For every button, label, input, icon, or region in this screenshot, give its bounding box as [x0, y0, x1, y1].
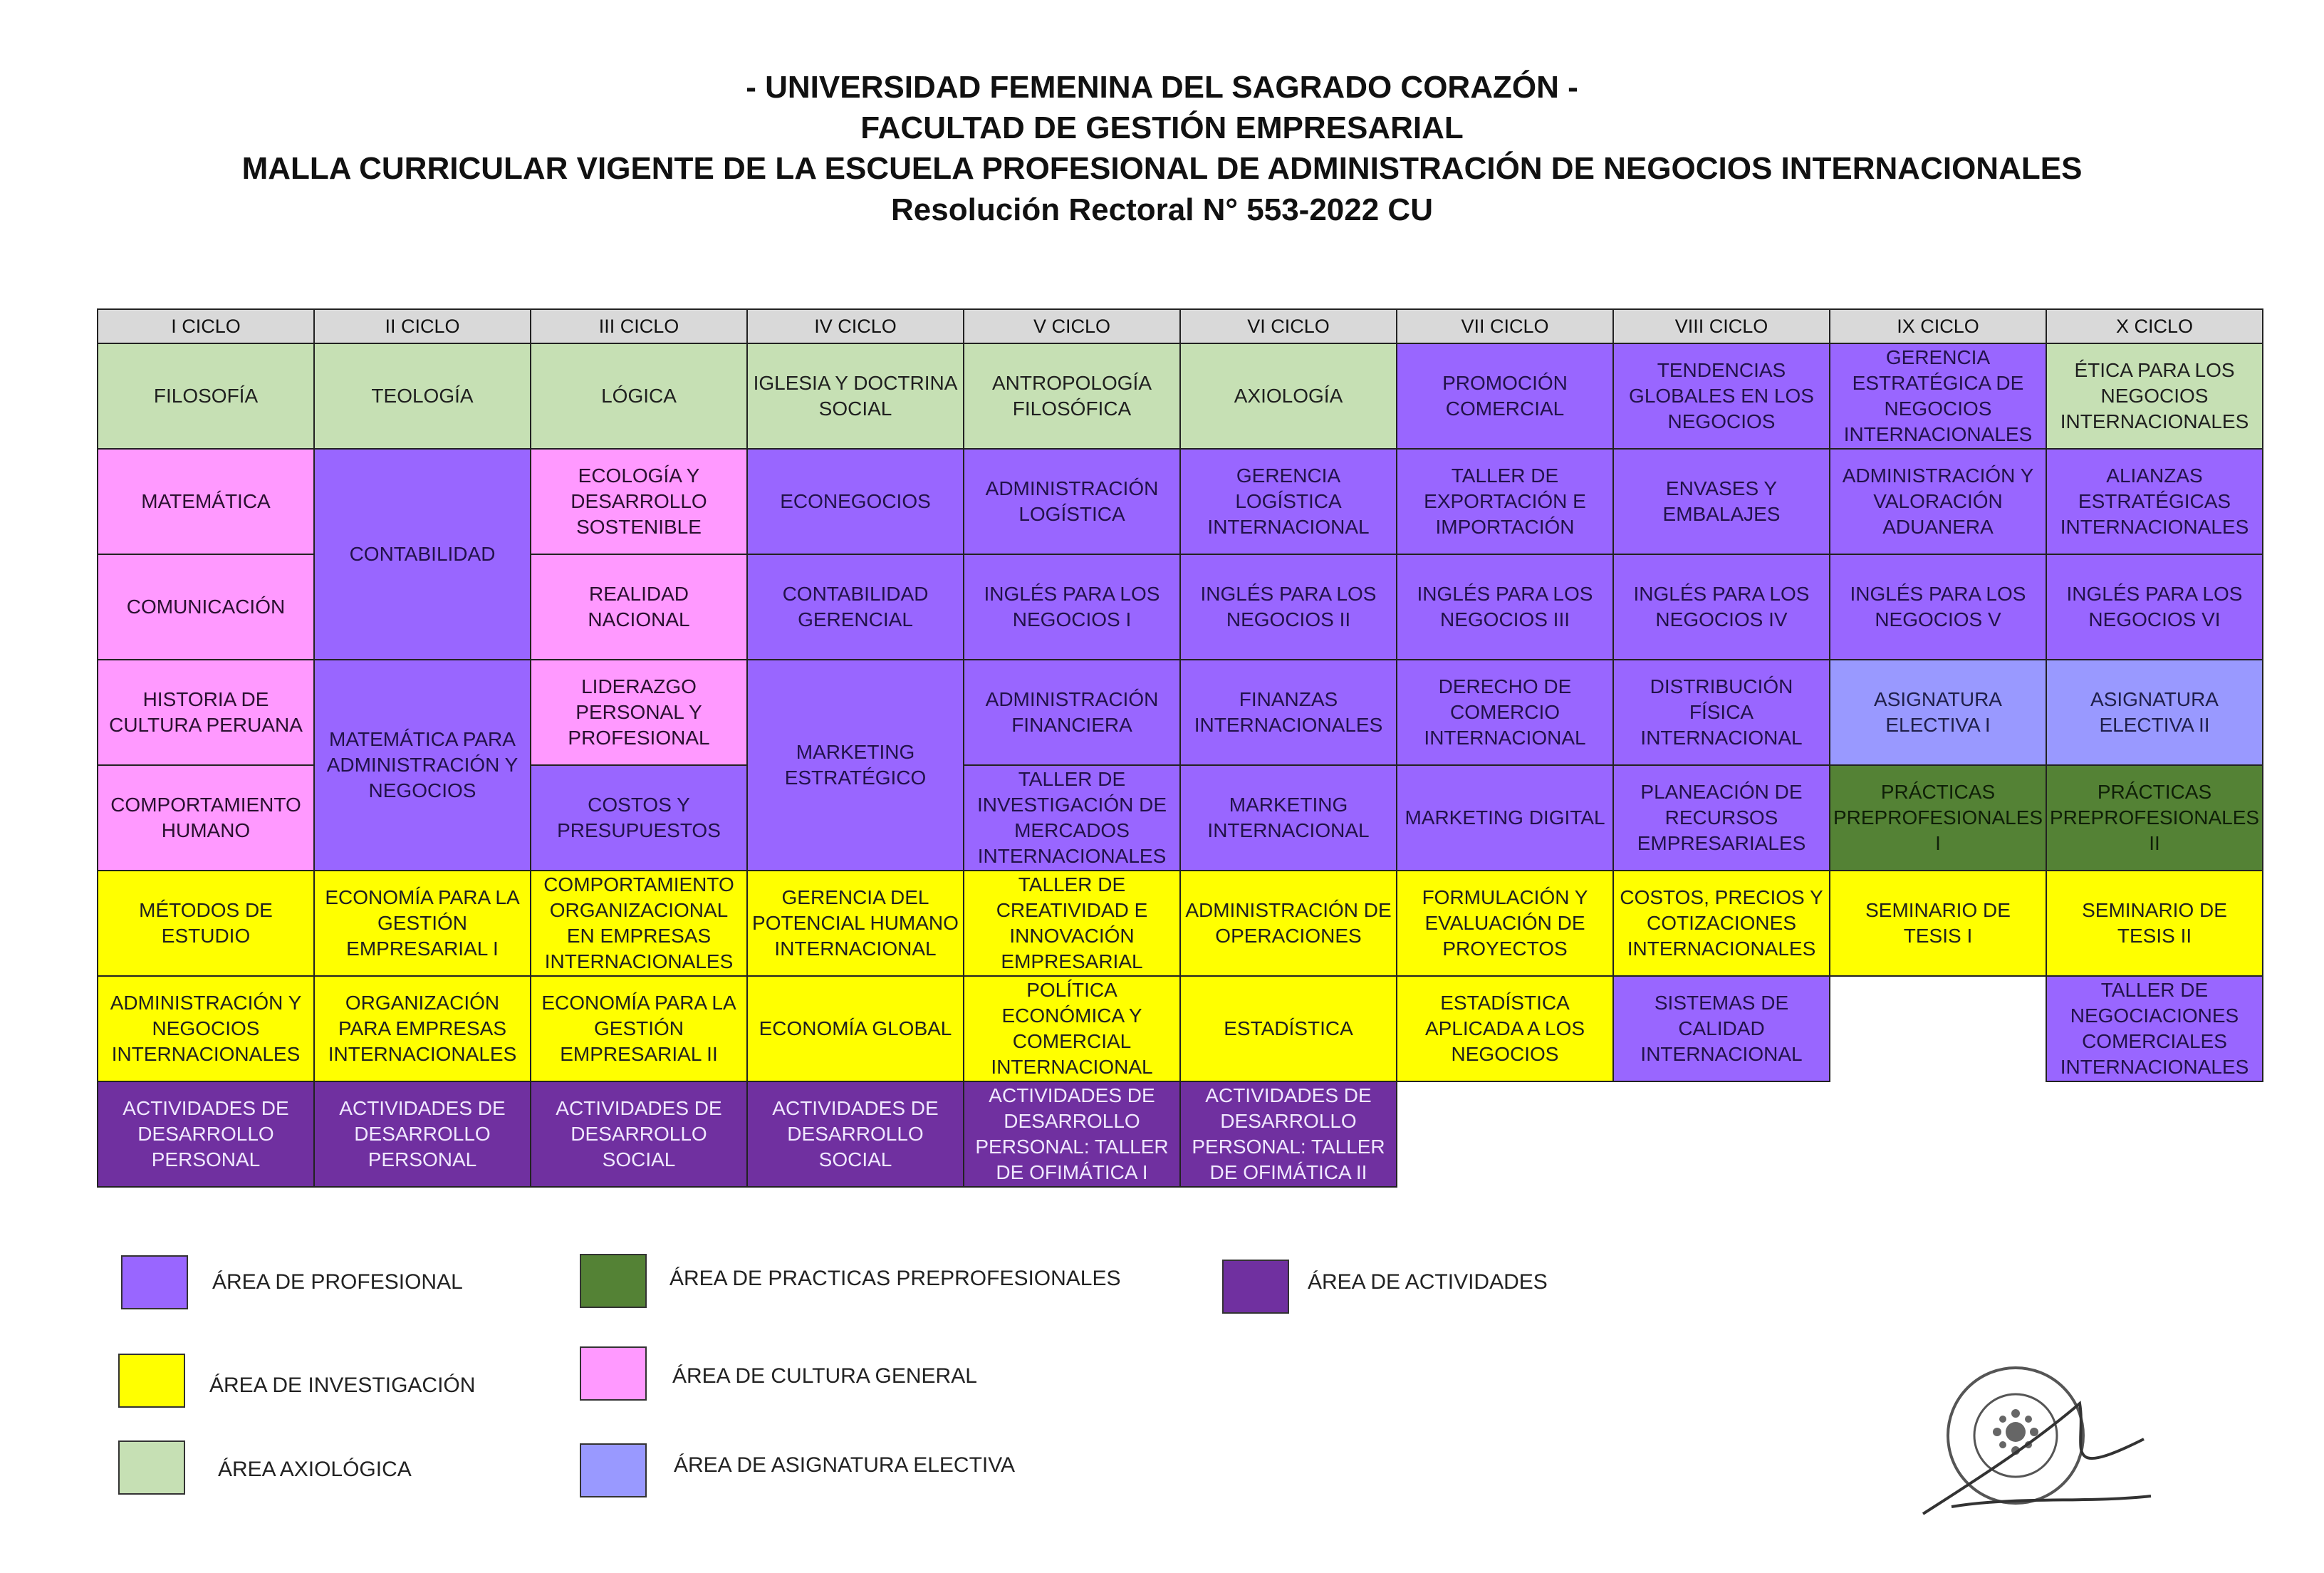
course-ingles-para-los-negocios-ii — [1179, 554, 1397, 660]
course-name: MÉTODOS DE ESTUDIO — [139, 899, 273, 947]
course-name: TALLER DE NEGOCIACIONES COMERCIALES INTERNACIONALES — [2060, 979, 2249, 1078]
course-name: PRÁCTICAS PREPROFESIONALES I — [1833, 781, 2043, 854]
course-administracion-y-valoracion-aduanera — [1829, 448, 2047, 555]
course-seminario-de-tesis-ii — [2046, 870, 2263, 977]
cycle-header-4 — [746, 308, 964, 344]
course-name: FILOSOFÍA — [153, 385, 259, 407]
course-name: ACTIVIDADES DE DESARROLLO SOCIAL — [556, 1097, 722, 1170]
course-name: ESTADÍSTICA APLICADA A LOS NEGOCIOS — [1424, 992, 1585, 1065]
course-name: COSTOS, PRECIOS Y COTIZACIONES INTERNACIONALES — [1620, 886, 1823, 960]
cycle-header-6 — [1179, 308, 1397, 344]
course-costos-y-presupuestos — [530, 764, 748, 871]
course-administracion-logistica — [963, 448, 1181, 555]
course-name: PROMOCIÓN COMERCIAL — [1442, 372, 1568, 420]
course-finanzas-internacionales — [1179, 659, 1397, 766]
course-name: LÓGICA — [601, 385, 677, 407]
course-name: GERENCIA DEL POTENCIAL HUMANO INTERNACIONAL — [752, 886, 959, 960]
legend-label-inv: ÁREA DE INVESTIGACIÓN — [209, 1374, 476, 1397]
course-name: INGLÉS PARA LOS NEGOCIOS I — [984, 583, 1160, 630]
course-name: ACTIVIDADES DE DESARROLLO PERSONAL — [123, 1097, 289, 1170]
course-seminario-de-tesis-i — [1829, 870, 2047, 977]
course-politica-economica-y-comercial-internacional — [963, 975, 1181, 1082]
cycle-header-label: IV CICLO — [814, 316, 897, 337]
course-name: ECONEGOCIOS — [780, 490, 931, 512]
course-tendencias-globales-en-los-negocios — [1612, 343, 1830, 450]
course-matematica — [97, 448, 315, 555]
course-historia-de-cultura-peruana — [97, 659, 315, 766]
course-name: INGLÉS PARA LOS NEGOCIOS VI — [2066, 583, 2243, 630]
course-costos-precios-y-cotizaciones-internacionales — [1612, 870, 1830, 977]
header-faculty: FACULTAD DE GESTIÓN EMPRESARIAL — [860, 110, 1464, 145]
cycle-header-label: IX CICLO — [1897, 316, 1979, 337]
course-actividades-de-desarrollo-social — [530, 1081, 748, 1188]
cycle-header-9 — [1829, 308, 2047, 344]
cycle-header-label: X CICLO — [2115, 316, 2194, 337]
course-name: AXIOLOGÍA — [1234, 385, 1343, 407]
course-name: ADMINISTRACIÓN Y NEGOCIOS INTERNACIONALES — [110, 992, 302, 1065]
course-name: ACTIVIDADES DE DESARROLLO SOCIAL — [772, 1097, 939, 1170]
course-filosofia — [97, 343, 315, 450]
course-name: ADMINISTRACIÓN FINANCIERA — [985, 688, 1159, 736]
legend-label-axio: ÁREA AXIOLÓGICA — [218, 1458, 412, 1481]
course-name: ECOLOGÍA Y DESARROLLO SOSTENIBLE — [570, 464, 707, 538]
course-contabilidad-gerencial — [746, 554, 964, 660]
course-name: ECONOMÍA GLOBAL — [759, 1017, 952, 1039]
course-actividades-de-desarrollo-personal-taller-de-ofimatica-i — [963, 1081, 1181, 1188]
course-alianzas-estrategicas-internacionales — [2046, 448, 2263, 555]
course-ingles-para-los-negocios-vi — [2046, 554, 2263, 660]
course-name: ADMINISTRACIÓN DE OPERACIONES — [1185, 899, 1392, 947]
course-axiologia — [1179, 343, 1397, 450]
course-comportamiento-humano — [97, 764, 315, 871]
course-ingles-para-los-negocios-i — [963, 554, 1181, 660]
course-asignatura-electiva-i — [1829, 659, 2047, 766]
header-resolution: Resolución Rectoral N° 553-2022 CU — [891, 192, 1433, 227]
course-name: ECONOMÍA PARA LA GESTIÓN EMPRESARIAL II — [541, 992, 736, 1065]
course-taller-de-investigacion-de-mercados-internacionales — [963, 764, 1181, 871]
course-name: DISTRIBUCIÓN FÍSICA INTERNACIONAL — [1640, 675, 1803, 749]
course-gerencia-del-potencial-humano-internacional — [746, 870, 964, 977]
course-administracion-y-negocios-internacionales — [97, 975, 315, 1082]
course-name: COMPORTAMIENTO ORGANIZACIONAL EN EMPRESAS INTERNACIONALES — [543, 873, 734, 972]
course-gerencia-estrategica-de-negocios-internacionales — [1829, 343, 2047, 450]
course-envases-y-embalajes — [1612, 448, 1830, 555]
legend-label-elec: ÁREA DE ASIGNATURA ELECTIVA — [674, 1453, 1016, 1477]
course-actividades-de-desarrollo-personal — [313, 1081, 531, 1188]
course-name: MARKETING ESTRATÉGICO — [784, 741, 927, 789]
course-name: COMUNICACIÓN — [126, 596, 286, 618]
course-contabilidad — [313, 448, 531, 660]
course-practicas-preprofesionales-i — [1829, 764, 2047, 871]
course-administracion-financiera — [963, 659, 1181, 766]
course-economia-para-la-gestion-empresarial-i — [313, 870, 531, 977]
course-taller-de-negociaciones-comerciales-internacionales — [2046, 975, 2263, 1082]
course-economia-global — [746, 975, 964, 1082]
course-asignatura-electiva-ii — [2046, 659, 2263, 766]
course-name: TENDENCIAS GLOBALES EN LOS NEGOCIOS — [1629, 359, 1814, 432]
course-name: PLANEACIÓN DE RECURSOS EMPRESARIALES — [1637, 781, 1806, 854]
legend-swatch-axio — [118, 1440, 185, 1495]
course-taller-de-exportacion-e-importacion — [1396, 448, 1614, 555]
course-name: ECONOMÍA PARA LA GESTIÓN EMPRESARIAL I — [325, 886, 520, 960]
course-ecologia-y-desarrollo-sostenible — [530, 448, 748, 555]
course-name: ACTIVIDADES DE DESARROLLO PERSONAL — [339, 1097, 506, 1170]
legend-swatch-prof — [121, 1255, 188, 1309]
course-sistemas-de-calidad-internacional — [1612, 975, 1830, 1082]
course-name: INGLÉS PARA LOS NEGOCIOS III — [1417, 583, 1593, 630]
course-ingles-para-los-negocios-v — [1829, 554, 2047, 660]
legend-label-cult: ÁREA DE CULTURA GENERAL — [672, 1364, 977, 1388]
course-name: REALIDAD NACIONAL — [588, 583, 690, 630]
course-name: MARKETING INTERNACIONAL — [1207, 794, 1370, 841]
course-name: POLÍTICA ECONÓMICA Y COMERCIAL INTERNACIONAL — [991, 979, 1153, 1078]
course-name: HISTORIA DE CULTURA PERUANA — [109, 688, 303, 736]
course-name: DERECHO DE COMERCIO INTERNACIONAL — [1424, 675, 1586, 749]
legend-swatch-prac — [580, 1254, 647, 1308]
course-matematica-para-administracion-y-negocios — [313, 659, 531, 871]
course-promocion-comercial — [1396, 343, 1614, 450]
legend-swatch-inv — [118, 1354, 185, 1408]
course-name: ESTADÍSTICA — [1224, 1017, 1353, 1039]
course-distribucion-fisica-internacional — [1612, 659, 1830, 766]
cycle-header-label: V CICLO — [1033, 316, 1111, 337]
course-metodos-de-estudio — [97, 870, 315, 977]
course-name: ÉTICA PARA LOS NEGOCIOS INTERNACIONALES — [2060, 359, 2249, 432]
cycle-header-label: I CICLO — [171, 316, 241, 337]
legend-label-act: ÁREA DE ACTIVIDADES — [1308, 1270, 1548, 1294]
course-comunicacion — [97, 554, 315, 660]
course-practicas-preprofesionales-ii — [2046, 764, 2263, 871]
course-name: TEOLOGÍA — [371, 385, 474, 407]
course-name: SISTEMAS DE CALIDAD INTERNACIONAL — [1640, 992, 1803, 1065]
course-actividades-de-desarrollo-personal-taller-de-ofimatica-ii — [1179, 1081, 1397, 1188]
cycle-header-label: II CICLO — [385, 316, 460, 337]
course-realidad-nacional — [530, 554, 748, 660]
course-econegocios — [746, 448, 964, 555]
course-name: CONTABILIDAD GERENCIAL — [782, 583, 929, 630]
course-name: ANTROPOLOGÍA FILOSÓFICA — [991, 372, 1152, 420]
cycle-header-10 — [2046, 308, 2263, 344]
course-economia-para-la-gestion-empresarial-ii — [530, 975, 748, 1082]
course-marketing-estrategico — [746, 659, 964, 871]
course-name: FINANZAS INTERNACIONALES — [1194, 688, 1383, 736]
cycle-header-label: VI CICLO — [1247, 316, 1330, 337]
course-name: GERENCIA LOGÍSTICA INTERNACIONAL — [1207, 464, 1370, 538]
legend-label-prac: ÁREA DE PRACTICAS PREPROFESIONALES — [669, 1267, 1121, 1290]
course-name: INGLÉS PARA LOS NEGOCIOS V — [1850, 583, 2026, 630]
course-estadistica — [1179, 975, 1397, 1082]
course-name: ACTIVIDADES DE DESARROLLO PERSONAL: TALLER DE OFIMÁTICA I — [975, 1084, 1169, 1183]
course-marketing-internacional — [1179, 764, 1397, 871]
course-teologia — [313, 343, 531, 450]
course-estadistica-aplicada-a-los-negocios — [1396, 975, 1614, 1082]
course-name: GERENCIA ESTRATÉGICA DE NEGOCIOS INTERNACIONALES — [1843, 346, 2033, 445]
course-actividades-de-desarrollo-personal — [97, 1081, 315, 1188]
course-name: FORMULACIÓN Y EVALUACIÓN DE PROYECTOS — [1422, 886, 1588, 960]
course-name: MATEMÁTICA PARA ADMINISTRACIÓN Y NEGOCIOS — [326, 728, 519, 801]
course-liderazgo-personal-y-profesional — [530, 659, 748, 766]
course-antropologia-filosofica — [963, 343, 1181, 450]
course-name: ORGANIZACIÓN PARA EMPRESAS INTERNACIONALES — [328, 992, 517, 1065]
course-name: INGLÉS PARA LOS NEGOCIOS IV — [1633, 583, 1810, 630]
course-marketing-digital — [1396, 764, 1614, 871]
cycle-header-3 — [530, 308, 748, 344]
course-name: IGLESIA Y DOCTRINA SOCIAL — [753, 372, 958, 420]
course-name: TALLER DE EXPORTACIÓN E IMPORTACIÓN — [1424, 464, 1586, 538]
course-derecho-de-comercio-internacional — [1396, 659, 1614, 766]
course-name: ENVASES Y EMBALAJES — [1662, 477, 1781, 525]
cycle-header-2 — [313, 308, 531, 344]
curriculum-grid — [97, 308, 2262, 1192]
course-name: ASIGNATURA ELECTIVA II — [2090, 688, 2219, 736]
course-name: SEMINARIO DE TESIS II — [2082, 899, 2227, 947]
legend-swatch-act — [1222, 1260, 1289, 1314]
course-organizacion-para-empresas-internacionales — [313, 975, 531, 1082]
course-name: ALIANZAS ESTRATÉGICAS INTERNACIONALES — [2060, 464, 2249, 538]
course-iglesia-y-doctrina-social — [746, 343, 964, 450]
course-ingles-para-los-negocios-iv — [1612, 554, 1830, 660]
cycle-header-1 — [97, 308, 315, 344]
legend-swatch-cult — [580, 1346, 647, 1401]
header-curriculum-title: MALLA CURRICULAR VIGENTE DE LA ESCUELA PROFESIONAL DE ADMINISTRACIÓN DE NEGOCIOS INTERNACIONALES — [241, 151, 2083, 186]
course-planeacion-de-recursos-empresariales — [1612, 764, 1830, 871]
legend-swatch-elec — [580, 1443, 647, 1497]
course-name: TALLER DE INVESTIGACIÓN DE MERCADOS INTERNACIONALES — [976, 768, 1167, 867]
course-taller-de-creatividad-e-innovacion-empresarial — [963, 870, 1181, 977]
cycle-header-8 — [1612, 308, 1830, 344]
course-actividades-de-desarrollo-social — [746, 1081, 964, 1188]
course-name: COSTOS Y PRESUPUESTOS — [557, 794, 721, 841]
course-name: ADMINISTRACIÓN Y VALORACIÓN ADUANERA — [1842, 464, 2034, 538]
course-name: ACTIVIDADES DE DESARROLLO PERSONAL: TALLER DE OFIMÁTICA II — [1192, 1084, 1385, 1183]
course-name: SEMINARIO DE TESIS I — [1865, 899, 2011, 947]
header-university: - UNIVERSIDAD FEMENINA DEL SAGRADO CORAZÓN - — [746, 70, 1578, 105]
legend-label-prof: ÁREA DE PROFESIONAL — [212, 1270, 463, 1294]
cycle-header-label: III CICLO — [598, 316, 679, 337]
course-formulacion-y-evaluacion-de-proyectos — [1396, 870, 1614, 977]
course-name: LIDERAZGO PERSONAL Y PROFESIONAL — [568, 675, 710, 749]
course-name: CONTABILIDAD — [349, 543, 496, 565]
course-etica-para-los-negocios-internacionales — [2046, 343, 2263, 450]
course-name: PRÁCTICAS PREPROFESIONALES II — [2049, 781, 2260, 854]
course-administracion-de-operaciones — [1179, 870, 1397, 977]
course-name: TALLER DE CREATIVIDAD E INNOVACIÓN EMPRESARIAL — [996, 873, 1148, 972]
faculty-seal-signature — [1909, 1361, 2158, 1525]
course-name: COMPORTAMIENTO HUMANO — [110, 794, 301, 841]
course-name: MARKETING DIGITAL — [1405, 806, 1605, 829]
cycle-header-7 — [1396, 308, 1614, 344]
course-name: MATEMÁTICA — [141, 490, 271, 512]
course-comportamiento-organizacional-en-empresas-internacionales — [530, 870, 748, 977]
cycle-header-5 — [963, 308, 1181, 344]
cycle-header-label: VIII CICLO — [1674, 316, 1768, 337]
course-gerencia-logistica-internacional — [1179, 448, 1397, 555]
course-name: INGLÉS PARA LOS NEGOCIOS II — [1200, 583, 1377, 630]
course-name: ADMINISTRACIÓN LOGÍSTICA — [985, 477, 1159, 525]
course-name: ASIGNATURA ELECTIVA I — [1874, 688, 2002, 736]
course-ingles-para-los-negocios-iii — [1396, 554, 1614, 660]
cycle-header-label: VII CICLO — [1461, 316, 1549, 337]
course-logica — [530, 343, 748, 450]
